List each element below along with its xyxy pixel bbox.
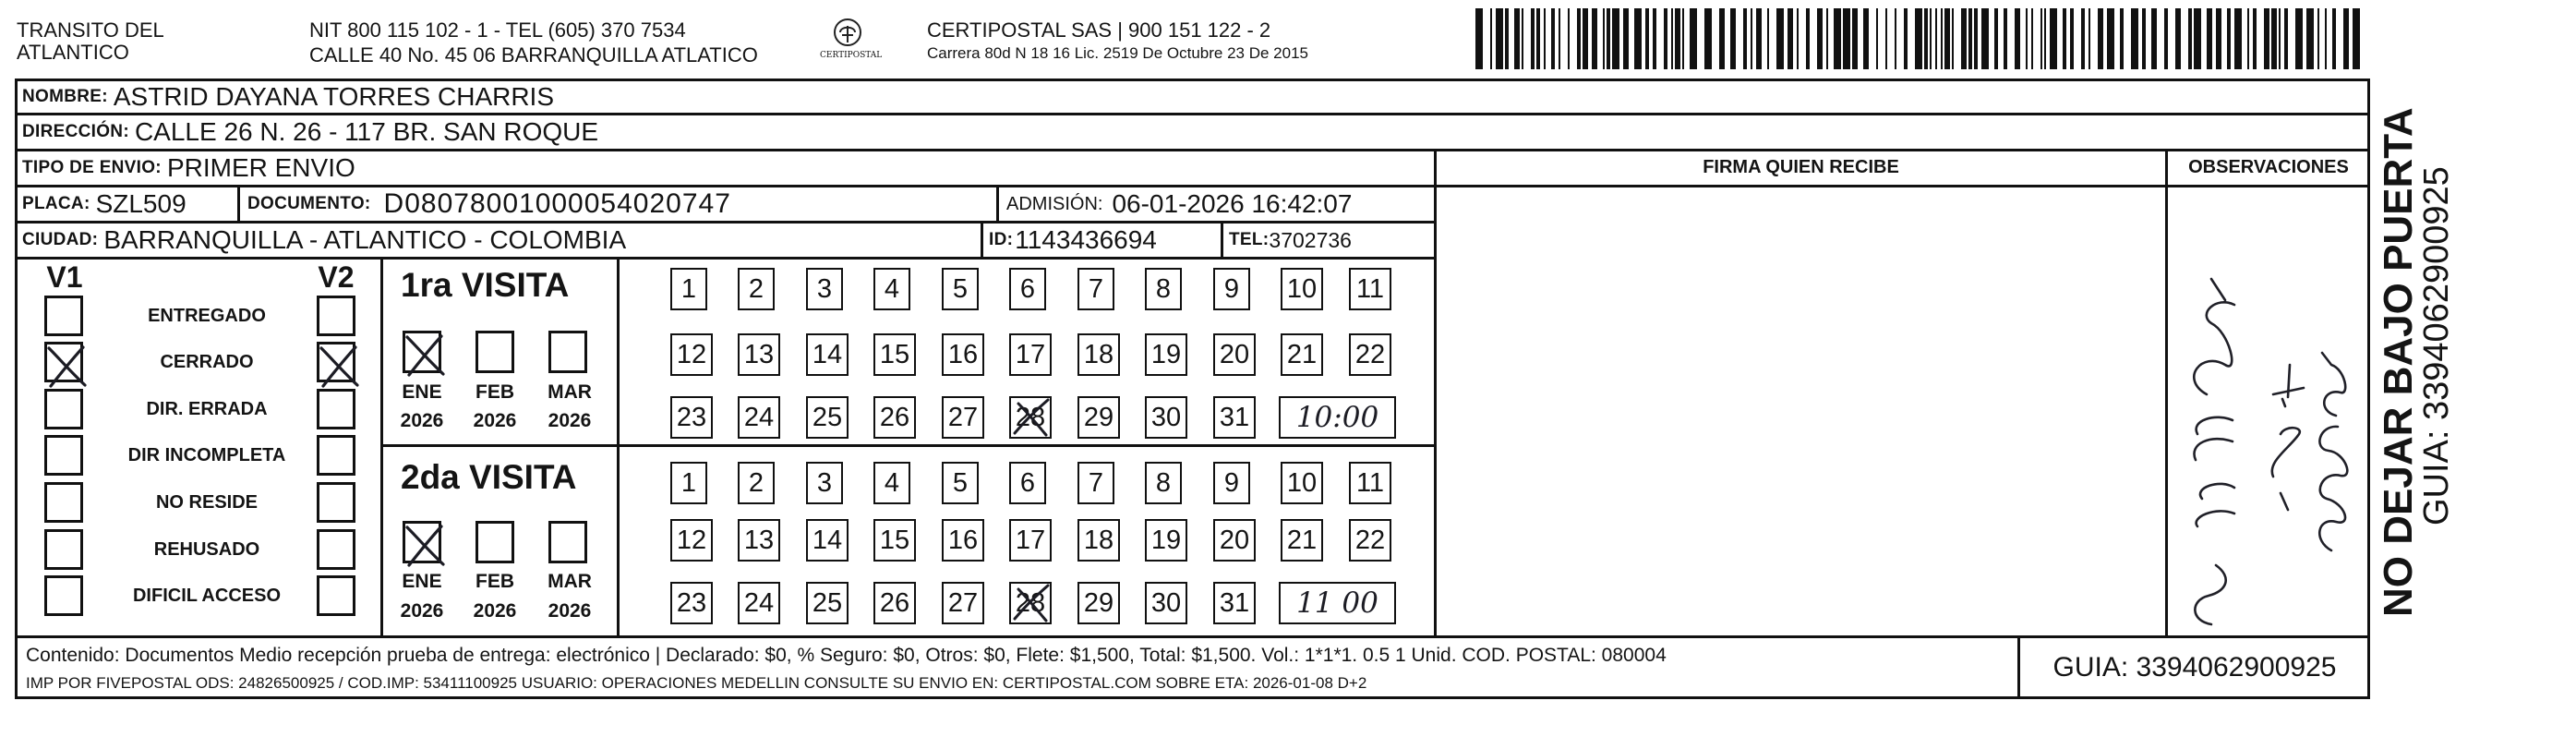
barcode-bar bbox=[1634, 8, 1642, 69]
visit-1-day-box: 7 bbox=[1077, 268, 1114, 310]
barcode-bar bbox=[2031, 8, 2033, 69]
footer-guide-number: GUIA: 3394062900925 bbox=[2052, 652, 2337, 683]
visit-2-day-box: 7 bbox=[1077, 462, 1114, 504]
barcode-bar bbox=[2098, 8, 2103, 69]
barcode-bar bbox=[1690, 8, 1697, 69]
barcode-bar bbox=[1797, 8, 1799, 69]
barcode-bar bbox=[2343, 8, 2349, 69]
rule-line bbox=[1221, 221, 1223, 258]
observations-header: OBSERVACIONES bbox=[2188, 157, 2349, 177]
id-cell bbox=[989, 224, 1157, 257]
v1-checkbox-cerrado bbox=[44, 342, 83, 382]
barcode-bar bbox=[1885, 8, 1887, 69]
barcode-bar bbox=[2271, 8, 2277, 69]
side-guide-number: GUIA: 3394062900925 bbox=[2417, 166, 2456, 526]
barcode-bar bbox=[2070, 8, 2074, 69]
v1-label: V1 bbox=[46, 260, 83, 294]
barcode-bar bbox=[1944, 8, 1950, 69]
visit-2-day-box: 17 bbox=[1009, 519, 1052, 562]
visit-2-day-box: 5 bbox=[942, 462, 979, 504]
barcode-bar bbox=[2325, 8, 2327, 69]
visit-2-time: 11 00 bbox=[1279, 582, 1396, 624]
barcode-bar bbox=[2306, 8, 2314, 69]
plate-value: SZL509 bbox=[95, 189, 187, 218]
side-warning: NO DEJAR BAJO PUERTA bbox=[2376, 107, 2421, 617]
visit-2-month-mar-checkbox bbox=[548, 521, 587, 563]
barcode-bar bbox=[1915, 8, 1922, 69]
visit-2-day-box: 16 bbox=[942, 519, 984, 562]
barcode-bar bbox=[1623, 8, 1629, 69]
v2-label: V2 bbox=[318, 260, 355, 294]
visit-1-day-box: 29 bbox=[1077, 396, 1120, 439]
visit-2-day-box: 22 bbox=[1349, 519, 1391, 562]
visit-2-day-box: 9 bbox=[1213, 462, 1250, 504]
visit-1-day-box: 28 bbox=[1009, 396, 1052, 439]
visit-2-day-box: 4 bbox=[873, 462, 910, 504]
visit-1-day-box: 5 bbox=[942, 268, 979, 310]
v2-checkbox-dificil-acceso bbox=[317, 575, 355, 616]
barcode-bar bbox=[1559, 8, 1560, 69]
shipping-type-label: TIPO DE ENVIO: bbox=[22, 158, 162, 177]
barcode-bar bbox=[1544, 8, 1546, 69]
barcode-bar bbox=[2188, 8, 2192, 69]
visit-1-day-box: 3 bbox=[806, 268, 843, 310]
issuer-address: CALLE 40 No. 45 06 BARRANQUILLA ATLATICO bbox=[309, 43, 758, 66]
status-label-entregado: ENTREGADO bbox=[148, 305, 266, 326]
v1-checkbox-entregado bbox=[44, 296, 83, 336]
barcode-bar bbox=[1981, 8, 1989, 69]
barcode-bar bbox=[2234, 8, 2242, 69]
barcode-bar bbox=[2227, 8, 2231, 69]
status-label-dir-incompleta: DIR INCOMPLETA bbox=[127, 444, 286, 465]
visit-2-day-box: 25 bbox=[806, 582, 849, 624]
handwritten-x-mark bbox=[401, 519, 449, 569]
barcode-bar bbox=[2279, 8, 2281, 69]
barcode-bar bbox=[2164, 8, 2168, 69]
barcode-bar bbox=[1675, 8, 1680, 69]
status-label-no-reside: NO RESIDE bbox=[155, 491, 259, 513]
barcode-bar bbox=[1603, 8, 1605, 69]
barcode-bar bbox=[1968, 8, 1972, 69]
barcode-bar bbox=[2044, 8, 2046, 69]
visit-2-day-box: 8 bbox=[1145, 462, 1182, 504]
plate-cell bbox=[22, 187, 187, 221]
barcode-bar bbox=[1496, 8, 1503, 69]
visit-1-day-box: 18 bbox=[1077, 333, 1120, 376]
visit-1-month-ene-checkbox bbox=[403, 331, 441, 373]
barcode-bar bbox=[1788, 8, 1793, 69]
visit-2-day-box: 20 bbox=[1213, 519, 1256, 562]
visit-2-year-ene: 2026 bbox=[400, 600, 444, 622]
issuer-nit: NIT 800 115 102 - 1 - TEL (605) 370 7534 bbox=[309, 18, 686, 42]
visit-1-day-box: 19 bbox=[1145, 333, 1187, 376]
visit-2-day-box: 10 bbox=[1281, 462, 1323, 504]
barcode-bar bbox=[1806, 8, 1810, 69]
barcode-bar bbox=[1756, 8, 1762, 69]
v2-checkbox-entregado bbox=[317, 296, 355, 336]
barcode-bar bbox=[1776, 8, 1784, 69]
city-label: CIUDAD: bbox=[22, 230, 99, 249]
barcode-bar bbox=[1522, 8, 1523, 69]
handwritten-observation bbox=[2179, 268, 2364, 637]
barcode-bar bbox=[2088, 8, 2090, 69]
visit-2-year-mar: 2026 bbox=[548, 600, 592, 622]
barcode-bar bbox=[1514, 8, 1520, 69]
barcode-bar bbox=[2295, 8, 2303, 69]
status-label-cerrado: CERRADO bbox=[160, 351, 254, 372]
visit-2-day-box: 1 bbox=[670, 462, 707, 504]
issuer-line-1: TRANSITO DEL bbox=[17, 18, 164, 42]
visit-2-day-box: 23 bbox=[670, 582, 713, 624]
name-label: NOMBRE: bbox=[22, 87, 108, 106]
visit-1-day-cross-mark bbox=[1009, 396, 1052, 439]
signature-header: FIRMA QUIEN RECIBE bbox=[1703, 157, 1899, 177]
visit-1-day-box: 4 bbox=[873, 268, 910, 310]
visit-1-month-ene: ENE bbox=[402, 381, 442, 403]
barcode-bar bbox=[2081, 8, 2085, 69]
visit-2-day-box: 12 bbox=[670, 519, 713, 562]
barcode-bar bbox=[1645, 8, 1649, 69]
name-row bbox=[22, 81, 554, 113]
visit-2-month-feb-checkbox bbox=[475, 521, 514, 563]
content-line: Contenido: Documentos Medio recepción prueba de entrega: electrónico | Declarado: $0, % Seguro: $0, Otros: $0, Flete: $1,500, Total: $1,500. Vol.: 1*1*1. 0.5 1 Unid. COD. POSTAL: 080004 bbox=[26, 645, 1667, 666]
barcode-bar bbox=[2026, 8, 2028, 69]
visit-1-day-box: 31 bbox=[1213, 396, 1256, 439]
address-row bbox=[22, 116, 598, 148]
barcode-bar bbox=[2050, 8, 2057, 69]
barcode-bar bbox=[2207, 8, 2212, 69]
admission-cell bbox=[1006, 187, 1352, 221]
barcode-bar bbox=[2151, 8, 2157, 69]
visit-2-day-box: 19 bbox=[1145, 519, 1187, 562]
v2-checkbox-rehusado bbox=[317, 529, 355, 570]
visit-2-day-box: 2 bbox=[738, 462, 775, 504]
print-line: IMP POR FIVEPOSTAL ODS: 24826500925 / COD.IMP: 53411100925 USUARIO: OPERACIONES MEDELLIN CONSULTE SU ENVIO EN: CERTIPOSTAL.COM SOBRE ETA: 2026-01-08 D+2 bbox=[26, 674, 1367, 692]
visit-1-day-box: 9 bbox=[1213, 268, 1250, 310]
barcode-bar bbox=[2194, 8, 2201, 69]
barcode-bar bbox=[1941, 8, 1943, 69]
visit-1-day-box: 23 bbox=[670, 396, 713, 439]
barcode-bar bbox=[2131, 8, 2138, 69]
v1-checkbox-dir-errada bbox=[44, 389, 83, 429]
visit-2-day-box: 21 bbox=[1281, 519, 1323, 562]
visit-1-day-box: 12 bbox=[670, 333, 713, 376]
rule-line bbox=[1434, 149, 1437, 636]
admission-value: 06-01-2026 16:42:07 bbox=[1112, 189, 1353, 218]
visit-1-year-feb: 2026 bbox=[473, 410, 517, 431]
id-value: 1143436694 bbox=[1015, 225, 1157, 254]
visit-1-day-box: 11 bbox=[1349, 268, 1391, 310]
barcode-bar bbox=[1994, 8, 1998, 69]
tel-label: TEL: bbox=[1229, 230, 1270, 249]
rule-line bbox=[237, 185, 240, 222]
visit-2-month-ene: ENE bbox=[402, 571, 442, 592]
visit-2-year-feb: 2026 bbox=[473, 600, 517, 622]
handwritten-x-mark bbox=[315, 340, 363, 390]
barcode-bar bbox=[1961, 8, 1967, 69]
visit-2-day-box: 30 bbox=[1145, 582, 1187, 624]
barcode-bar bbox=[1607, 8, 1610, 69]
barcode-bar bbox=[1751, 8, 1752, 69]
rule-line bbox=[996, 185, 999, 222]
rule-line bbox=[381, 444, 1435, 447]
visit-1-day-box: 27 bbox=[942, 396, 984, 439]
recipient-address: CALLE 26 N. 26 - 117 BR. SAN ROQUE bbox=[134, 117, 599, 146]
barcode-bar bbox=[2063, 8, 2066, 69]
barcode-bar bbox=[1743, 8, 1747, 69]
barcode-bar bbox=[1930, 8, 1932, 69]
v1-checkbox-dir-incompleta bbox=[44, 435, 83, 476]
visit-2-day-box: 18 bbox=[1077, 519, 1120, 562]
barcode-bar bbox=[1826, 8, 1828, 69]
barcode-bar bbox=[1876, 8, 1878, 69]
rule-line bbox=[617, 257, 620, 636]
address-label: DIRECCIÓN: bbox=[22, 122, 129, 141]
issuer-details bbox=[309, 18, 758, 67]
v2-checkbox-cerrado bbox=[317, 342, 355, 382]
visit-2-day-cross-mark bbox=[1009, 582, 1052, 624]
barcode-bar bbox=[1551, 8, 1555, 69]
visit-2-month-feb: FEB bbox=[475, 571, 514, 592]
visit-2-day-box: 29 bbox=[1077, 582, 1120, 624]
v1-checkbox-rehusado bbox=[44, 529, 83, 570]
shipping-type: PRIMER ENVIO bbox=[166, 153, 355, 182]
barcode-bar bbox=[1505, 8, 1509, 69]
v2-checkbox-dir-incompleta bbox=[317, 435, 355, 476]
barcode-bar bbox=[2353, 8, 2360, 69]
barcode-bar bbox=[1843, 8, 1850, 69]
barcode-bar bbox=[2142, 8, 2146, 69]
rule-line bbox=[15, 113, 2370, 115]
shipping-type-row bbox=[22, 151, 355, 185]
barcode-bar bbox=[2120, 8, 2124, 69]
rule-line bbox=[981, 221, 983, 258]
barcode-bar bbox=[1583, 8, 1588, 69]
visit-2-title: 2da VISITA bbox=[401, 458, 577, 496]
barcode-bar bbox=[1704, 8, 1712, 69]
document-label: DOCUMENTO: bbox=[247, 194, 371, 213]
barcode-bar bbox=[2216, 8, 2221, 69]
visit-2-day-box: 11 bbox=[1349, 462, 1391, 504]
admission-label: ADMISIÓN: bbox=[1006, 193, 1103, 214]
id-label: ID: bbox=[989, 230, 1014, 249]
v1-checkbox-no-reside bbox=[44, 482, 83, 523]
barcode-bar bbox=[1863, 8, 1869, 69]
visit-2-day-box: 3 bbox=[806, 462, 843, 504]
visit-1-day-box: 26 bbox=[873, 396, 916, 439]
visit-2-day-box: 15 bbox=[873, 519, 916, 562]
handwritten-x-mark bbox=[401, 329, 449, 379]
visit-1-day-box: 15 bbox=[873, 333, 916, 376]
courier-address: Carrera 80d N 18 16 Lic. 2519 De Octubre 23 De 2015 bbox=[927, 44, 1308, 62]
city-value: BARRANQUILLA - ATLANTICO - COLOMBIA bbox=[103, 225, 627, 254]
visit-1-day-box: 22 bbox=[1349, 333, 1391, 376]
barcode-bar bbox=[1536, 8, 1540, 69]
visit-2-day-box: 31 bbox=[1213, 582, 1256, 624]
barcode-bar bbox=[1924, 8, 1928, 69]
issuer-line-2: ATLANTICO bbox=[17, 41, 129, 64]
barcode-bar bbox=[2004, 8, 2007, 69]
status-label-dificil-acceso: DIFICIL ACCESO bbox=[132, 585, 281, 606]
barcode-bar bbox=[1767, 8, 1769, 69]
tel-cell bbox=[1229, 224, 1352, 257]
visit-1-day-box: 14 bbox=[806, 333, 849, 376]
barcode-bar bbox=[1817, 8, 1823, 69]
visit-2-day-box: 13 bbox=[738, 519, 780, 562]
status-label-rehusado: REHUSADO bbox=[153, 538, 260, 560]
courier-name: CERTIPOSTAL SAS | 900 151 122 - 2 bbox=[927, 18, 1271, 42]
visit-1-day-box: 24 bbox=[738, 396, 780, 439]
barcode-bar bbox=[2317, 8, 2319, 69]
barcode-bar bbox=[1568, 8, 1570, 69]
visit-2-month-mar: MAR bbox=[548, 571, 592, 592]
barcode-bar bbox=[2253, 8, 2257, 69]
visit-1-year-ene: 2026 bbox=[400, 410, 444, 431]
visit-1-day-box: 10 bbox=[1281, 268, 1323, 310]
barcode-bar bbox=[2264, 8, 2269, 69]
visit-2-day-box: 14 bbox=[806, 519, 849, 562]
visit-1-day-box: 1 bbox=[670, 268, 707, 310]
visit-1-year-mar: 2026 bbox=[548, 410, 592, 431]
barcode-bar bbox=[2040, 8, 2042, 69]
barcode-bar bbox=[1904, 8, 1908, 69]
visit-2-day-box: 26 bbox=[873, 582, 916, 624]
barcode bbox=[1474, 8, 2366, 69]
document-value: D08078001000054020747 bbox=[383, 188, 731, 219]
barcode-bar bbox=[2332, 8, 2336, 69]
barcode-bar bbox=[1653, 8, 1656, 69]
visit-1-day-box: 8 bbox=[1145, 268, 1182, 310]
visit-2-day-box: 24 bbox=[738, 582, 780, 624]
barcode-bar bbox=[1834, 8, 1841, 69]
barcode-bar bbox=[2107, 8, 2114, 69]
v2-checkbox-dir-errada bbox=[317, 389, 355, 429]
visit-1-day-box: 2 bbox=[738, 268, 775, 310]
visit-1-day-box: 30 bbox=[1145, 396, 1187, 439]
barcode-bar bbox=[1895, 8, 1896, 69]
barcode-bar bbox=[1592, 8, 1597, 69]
barcode-bar bbox=[1671, 8, 1673, 69]
visit-1-month-feb-checkbox bbox=[475, 331, 514, 373]
rule-line bbox=[380, 257, 383, 636]
certipostal-logo-icon bbox=[820, 17, 875, 50]
visit-1-day-box: 16 bbox=[942, 333, 984, 376]
status-label-dir-errada: DIR. ERRADA bbox=[146, 398, 268, 419]
visit-1-day-box: 6 bbox=[1009, 268, 1046, 310]
certipostal-logo bbox=[820, 17, 883, 68]
tel-value: 3702736 bbox=[1269, 227, 1352, 252]
document-cell bbox=[247, 187, 731, 221]
visit-2-day-box: 6 bbox=[1009, 462, 1046, 504]
barcode-bar bbox=[1719, 8, 1725, 69]
barcode-bar bbox=[2284, 8, 2288, 69]
visit-2-day-box: 27 bbox=[942, 582, 984, 624]
barcode-bar bbox=[1952, 8, 1954, 69]
barcode-bar bbox=[1682, 8, 1684, 69]
barcode-bar bbox=[1852, 8, 1858, 69]
visit-1-day-box: 21 bbox=[1281, 333, 1323, 376]
visit-1-month-mar-checkbox bbox=[548, 331, 587, 373]
barcode-bar bbox=[1974, 8, 1978, 69]
visit-1-day-box: 13 bbox=[738, 333, 780, 376]
recipient-name: ASTRID DAYANA TORRES CHARRIS bbox=[113, 82, 555, 111]
barcode-bar bbox=[1531, 8, 1535, 69]
city-cell bbox=[22, 224, 626, 257]
visit-1-month-feb: FEB bbox=[475, 381, 514, 403]
logo-text: CERTIPOSTAL bbox=[820, 51, 883, 60]
barcode-bar bbox=[2175, 8, 2181, 69]
barcode-bar bbox=[1730, 8, 1736, 69]
barcode-bar bbox=[1490, 8, 1492, 69]
issuer-block bbox=[17, 19, 164, 64]
barcode-bar bbox=[1475, 8, 1483, 69]
visit-1-title: 1ra VISITA bbox=[401, 266, 570, 304]
handwritten-x-mark bbox=[42, 340, 90, 390]
v1-checkbox-dificil-acceso bbox=[44, 575, 83, 616]
barcode-bar bbox=[1577, 8, 1581, 69]
v2-checkbox-no-reside bbox=[317, 482, 355, 523]
barcode-bar bbox=[2015, 8, 2020, 69]
visit-1-day-box: 20 bbox=[1213, 333, 1256, 376]
barcode-bar bbox=[1664, 8, 1667, 69]
barcode-bar bbox=[1612, 8, 1619, 69]
plate-label: PLACA: bbox=[22, 194, 90, 213]
rule-line bbox=[2165, 149, 2168, 636]
visit-1-day-box: 25 bbox=[806, 396, 849, 439]
visit-2-day-box: 28 bbox=[1009, 582, 1052, 624]
visit-1-time: 10:00 bbox=[1279, 396, 1396, 439]
barcode-bar bbox=[2247, 8, 2249, 69]
visit-1-day-box: 17 bbox=[1009, 333, 1052, 376]
barcode-bar bbox=[1935, 8, 1937, 69]
visit-1-month-mar: MAR bbox=[548, 381, 592, 403]
visit-2-month-ene-checkbox bbox=[403, 521, 441, 563]
courier-block bbox=[927, 18, 1308, 65]
